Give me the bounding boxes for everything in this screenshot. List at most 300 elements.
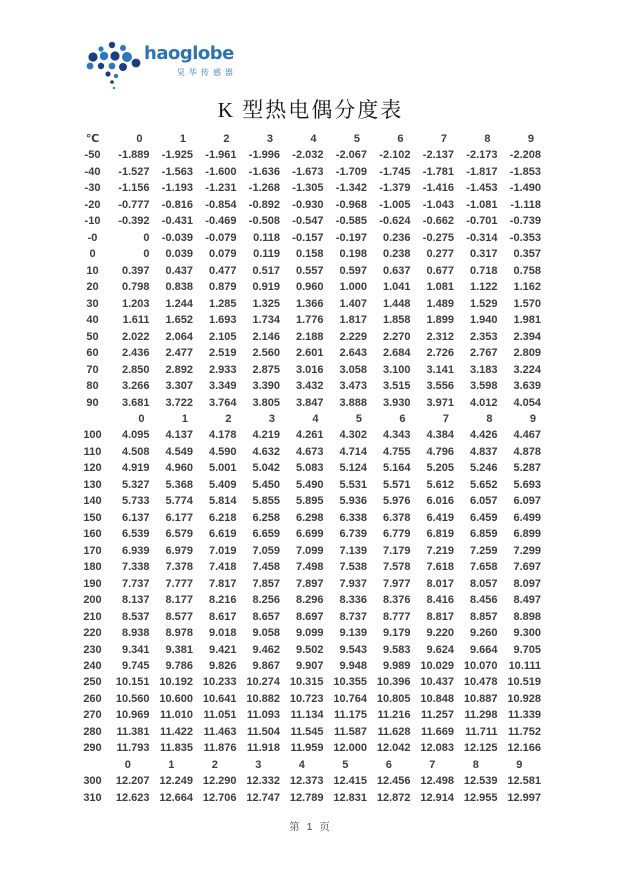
table-row (79, 197, 541, 213)
value-cell: 9.583 (382, 643, 411, 656)
value-cell: 4.755 (382, 445, 411, 458)
value-cell: -0.039 (161, 231, 193, 244)
value-cell: 7.817 (208, 577, 237, 590)
value-cell: 8.777 (382, 610, 411, 623)
temp-cell: 0 (89, 248, 96, 261)
value-cell: 7.259 (469, 544, 498, 557)
value-cell: 2.229 (339, 330, 367, 343)
value-cell: 10.029 (420, 660, 454, 672)
table-row (79, 674, 541, 690)
value-cell: 10.560 (115, 692, 150, 705)
table-row (79, 609, 541, 625)
value-cell: -0.777 (118, 198, 150, 211)
temp-cell: 240 (83, 660, 102, 672)
digit-header-cell: 3 (255, 758, 262, 771)
value-cell: 3.805 (252, 396, 280, 409)
digit-header-cell: 7 (442, 412, 449, 425)
value-cell: 9.867 (252, 660, 280, 672)
digit-header-cell: 8 (472, 758, 479, 771)
value-cell: 2.850 (121, 363, 150, 376)
value-cell: 1.285 (208, 297, 237, 310)
value-cell: 11.051 (203, 709, 237, 722)
value-cell: 10.192 (159, 676, 193, 689)
table-row (79, 707, 541, 723)
table-row (79, 526, 541, 542)
table-row (79, 543, 541, 559)
value-cell: 11.587 (333, 725, 367, 738)
value-cell: 0.477 (208, 264, 237, 277)
value-cell: 6.057 (469, 495, 498, 508)
value-cell: 12.290 (202, 775, 237, 788)
value-cell: 3.681 (121, 396, 150, 409)
value-cell: 2.684 (382, 347, 411, 360)
value-cell: 2.436 (121, 347, 150, 360)
table-row (79, 279, 541, 295)
value-cell: 1.000 (339, 281, 367, 294)
table-row (79, 329, 541, 345)
value-cell: 0.079 (208, 248, 237, 261)
value-cell: 9.907 (295, 660, 324, 672)
value-cell: 6.218 (208, 511, 237, 524)
value-cell: -1.709 (335, 165, 367, 178)
value-cell: 8.617 (208, 610, 237, 623)
temp-cell: 70 (86, 363, 99, 376)
value-cell: 6.499 (513, 511, 541, 524)
value-cell: -1.996 (248, 149, 280, 162)
value-cell: 12.831 (333, 791, 367, 804)
value-cell: -1.925 (161, 149, 193, 162)
value-cell: 9.018 (208, 627, 237, 640)
table-row (79, 444, 541, 460)
value-cell: 7.538 (339, 561, 367, 574)
value-cell: 11.257 (420, 709, 454, 722)
value-cell: 9.786 (165, 660, 193, 672)
table-row (79, 724, 541, 740)
table-row (79, 378, 541, 394)
value-cell: 11.422 (159, 725, 193, 738)
value-cell: 4.919 (121, 462, 150, 475)
value-cell: -2.137 (422, 149, 454, 162)
value-cell: 10.070 (463, 660, 498, 672)
table-row (79, 510, 541, 526)
value-cell: 11.339 (507, 709, 541, 722)
table-row (79, 658, 541, 674)
value-cell: -1.636 (248, 165, 280, 178)
table-header-row (79, 131, 541, 147)
value-cell: 9.705 (513, 643, 541, 656)
temp-cell: 220 (83, 627, 102, 640)
value-cell: 9.826 (208, 660, 237, 672)
value-cell: 9.179 (382, 627, 411, 640)
value-cell: 0 (143, 248, 150, 261)
value-cell: 1.162 (513, 281, 541, 294)
value-cell: 7.418 (208, 561, 237, 574)
value-cell: 10.641 (202, 692, 237, 705)
value-cell: 3.016 (295, 363, 324, 376)
value-cell: 5.814 (208, 495, 237, 508)
value-cell: 3.971 (426, 396, 454, 409)
value-cell: 7.099 (295, 544, 324, 557)
value-cell: 4.714 (339, 445, 367, 458)
value-cell: -0.157 (292, 231, 324, 244)
value-cell: 10.764 (333, 692, 367, 705)
value-cell: 10.928 (507, 692, 541, 705)
value-cell: 4.054 (513, 396, 541, 409)
digit-header-cell: 9 (516, 758, 523, 771)
value-cell: -0.854 (205, 198, 237, 211)
value-cell: 9.624 (426, 643, 454, 656)
value-cell: 9.260 (469, 627, 498, 640)
value-cell: -0.624 (379, 215, 411, 228)
value-cell: 2.477 (165, 347, 193, 360)
value-cell: 6.859 (469, 528, 498, 541)
value-cell: 9.502 (295, 643, 324, 656)
table-row (79, 312, 541, 328)
value-cell: 11.793 (116, 742, 150, 755)
value-cell: 7.857 (252, 577, 280, 590)
value-cell: 10.887 (463, 692, 498, 705)
value-cell: 9.543 (339, 643, 367, 656)
value-cell: -1.305 (292, 182, 324, 195)
temp-cell: 140 (83, 495, 102, 508)
value-cell: 2.353 (469, 330, 498, 343)
value-cell: 11.381 (116, 725, 150, 738)
value-cell: 7.937 (339, 577, 367, 590)
value-cell: 6.016 (426, 495, 454, 508)
digit-header-cell: 0 (124, 758, 131, 771)
value-cell: 11.216 (377, 709, 411, 722)
value-cell: 4.590 (208, 445, 237, 458)
value-cell: 8.256 (252, 594, 280, 607)
value-cell: 12.166 (507, 742, 541, 755)
temp-cell: 110 (83, 445, 102, 458)
value-cell: -0.079 (205, 231, 237, 244)
value-cell: 5.001 (208, 462, 237, 475)
value-cell: 0.517 (252, 264, 280, 277)
temp-cell: 280 (83, 725, 102, 738)
table-row (79, 296, 541, 312)
value-cell: 3.100 (382, 363, 411, 376)
value-cell: -1.379 (379, 182, 411, 195)
digit-header-cell: 4 (312, 412, 319, 425)
value-cell: 11.959 (290, 742, 324, 755)
value-cell: 0.677 (426, 264, 454, 277)
value-cell: 11.298 (464, 709, 498, 722)
value-cell: 7.458 (252, 561, 280, 574)
value-cell: 4.302 (339, 429, 367, 442)
temp-cell: -30 (84, 182, 101, 195)
digit-header-cell: 7 (440, 133, 447, 145)
value-cell: 2.933 (208, 363, 237, 376)
value-cell: 5.895 (295, 495, 324, 508)
table-row (79, 477, 541, 493)
value-cell: -2.032 (292, 149, 324, 162)
value-cell: 3.888 (339, 396, 367, 409)
value-cell: 6.298 (295, 511, 324, 524)
page-footer (0, 819, 621, 834)
value-cell: 1.041 (382, 281, 411, 294)
value-cell: 4.384 (426, 429, 454, 442)
value-cell: 6.819 (426, 528, 454, 541)
value-cell: 6.459 (469, 511, 498, 524)
value-cell: 1.244 (165, 297, 193, 310)
value-cell: 9.462 (252, 643, 280, 656)
digit-header-cell: 3 (268, 412, 275, 425)
value-cell: -1.043 (422, 198, 454, 211)
table-row (79, 493, 541, 509)
value-cell: 5.287 (513, 462, 541, 475)
value-cell: 8.137 (121, 594, 150, 607)
value-cell: 5.612 (426, 478, 454, 491)
value-cell: 0.238 (382, 248, 411, 261)
value-cell: 6.699 (295, 528, 324, 541)
temp-cell: 10 (86, 264, 99, 277)
value-cell: 4.137 (165, 429, 193, 442)
value-cell: 0.277 (426, 248, 454, 261)
value-cell: 1.940 (469, 314, 498, 327)
unit-cell (79, 757, 106, 773)
value-cell: 12.415 (333, 775, 367, 788)
value-cell: 5.164 (382, 462, 411, 475)
value-cell: 10.882 (246, 692, 280, 705)
value-cell: 2.767 (469, 347, 498, 360)
value-cell: 7.897 (295, 577, 324, 590)
value-cell: 9.989 (382, 660, 411, 672)
value-cell: 1.122 (469, 281, 498, 294)
value-cell: 3.722 (165, 396, 193, 409)
brand-text (144, 43, 237, 78)
temp-cell: 150 (83, 511, 102, 524)
value-cell: 2.188 (295, 330, 324, 343)
value-cell: 3.515 (382, 380, 411, 393)
value-cell: 0.718 (469, 264, 498, 277)
value-cell: 9.300 (513, 627, 541, 640)
value-cell: 2.312 (426, 330, 454, 343)
temp-cell: 80 (86, 380, 99, 393)
value-cell: 4.673 (295, 445, 324, 458)
digit-header-cell: 0 (138, 412, 145, 425)
digit-header-cell: 2 (225, 412, 232, 425)
temp-cell: 100 (83, 429, 102, 442)
value-cell: 8.857 (469, 610, 498, 623)
value-cell: 1.817 (339, 314, 367, 327)
value-cell: 12.249 (159, 775, 193, 788)
table-subheader2-row (79, 757, 541, 773)
table-row (79, 773, 541, 789)
temp-cell: 120 (83, 462, 102, 475)
value-cell: 7.378 (165, 561, 193, 574)
brand-name: haoglobe (144, 43, 234, 64)
value-cell: 5.936 (339, 495, 367, 508)
digit-header-cell: 7 (429, 758, 436, 771)
value-cell: 2.146 (252, 330, 280, 343)
value-cell: 12.706 (202, 791, 237, 804)
value-cell: 6.579 (165, 528, 193, 541)
value-cell: 0.437 (165, 264, 193, 277)
page-number: 第 1 页 (289, 821, 332, 833)
value-cell: 7.578 (382, 561, 411, 574)
value-cell: 4.508 (121, 445, 150, 458)
table-row (79, 230, 541, 246)
value-cell: 8.057 (469, 577, 498, 590)
value-cell: 5.450 (252, 478, 280, 491)
value-cell: 11.134 (290, 709, 324, 722)
value-cell: 7.777 (165, 577, 193, 590)
value-cell: 3.432 (295, 380, 324, 393)
value-cell: -2.173 (466, 149, 498, 162)
value-cell: 11.918 (246, 742, 280, 755)
value-cell: -0.197 (335, 231, 367, 244)
value-cell: 1.366 (295, 297, 324, 310)
value-cell: 8.978 (165, 627, 193, 640)
value-cell: 12.042 (376, 742, 411, 755)
value-cell: 2.270 (382, 330, 411, 343)
value-cell: -1.961 (205, 149, 237, 162)
value-cell: -1.490 (509, 182, 541, 195)
value-cell: 2.601 (295, 347, 324, 360)
value-cell: 10.151 (115, 676, 150, 689)
value-cell: 3.058 (339, 363, 367, 376)
value-cell: 4.960 (165, 462, 193, 475)
value-cell: -0.314 (466, 231, 498, 244)
value-cell: 7.658 (469, 561, 498, 574)
value-cell: 12.373 (289, 775, 324, 788)
value-cell: 7.299 (513, 544, 541, 557)
digit-header-cell: 5 (342, 758, 349, 771)
value-cell: 12.456 (376, 775, 411, 788)
value-cell: 12.664 (159, 791, 193, 804)
value-cell: 6.378 (382, 511, 411, 524)
digit-header-cell: 1 (181, 412, 188, 425)
temp-cell: 170 (83, 544, 102, 557)
value-cell: 5.693 (513, 478, 541, 491)
value-cell: 7.977 (382, 577, 411, 590)
value-cell: 7.139 (339, 544, 367, 557)
value-cell: 3.473 (339, 380, 367, 393)
value-cell: -1.527 (118, 165, 150, 178)
value-cell: 4.837 (469, 445, 498, 458)
value-cell: 7.697 (513, 561, 541, 574)
value-cell: -1.563 (161, 165, 193, 178)
value-cell: 1.203 (121, 297, 150, 310)
value-cell: 2.892 (165, 363, 193, 376)
temp-cell: 300 (83, 775, 102, 788)
table-row (79, 576, 541, 592)
value-cell: 9.341 (121, 643, 150, 656)
value-cell: 1.325 (252, 297, 280, 310)
value-cell: 8.376 (382, 594, 411, 607)
value-cell: 1.611 (122, 314, 150, 327)
value-cell: 1.489 (426, 297, 454, 310)
value-cell: 12.498 (420, 775, 454, 788)
value-cell: 9.220 (426, 627, 454, 640)
table-row (79, 740, 541, 756)
value-cell: 8.017 (426, 577, 454, 590)
value-cell: 5.976 (382, 495, 411, 508)
value-cell: 9.381 (165, 643, 193, 656)
value-cell: 0.119 (253, 248, 280, 261)
value-cell: 0.317 (469, 248, 498, 261)
table-row (79, 642, 541, 658)
value-cell: 12.125 (463, 742, 498, 755)
value-cell: 6.619 (208, 528, 237, 541)
brand-logo (86, 38, 237, 94)
value-cell: 4.343 (382, 429, 411, 442)
value-cell: 6.659 (252, 528, 280, 541)
digit-header-cell: 6 (399, 412, 406, 425)
value-cell: 4.878 (513, 445, 541, 458)
value-cell: 7.618 (426, 561, 454, 574)
temp-cell: 20 (86, 281, 99, 294)
value-cell: 11.711 (465, 725, 498, 738)
temp-cell: 200 (83, 594, 102, 607)
value-cell: 8.177 (165, 594, 193, 607)
table-row (79, 395, 541, 411)
table-row (79, 790, 541, 806)
value-cell: -1.342 (335, 182, 367, 195)
value-cell: -2.102 (379, 149, 411, 162)
value-cell: 3.598 (469, 380, 498, 393)
temp-cell: 260 (83, 692, 102, 705)
value-cell: 9.664 (469, 643, 498, 656)
value-cell: 5.124 (339, 462, 367, 475)
value-cell: 0.597 (339, 264, 367, 277)
value-cell: 1.981 (513, 314, 541, 327)
value-cell: -1.231 (205, 182, 237, 195)
value-cell: 4.426 (469, 429, 498, 442)
value-cell: 0.637 (382, 264, 411, 277)
value-cell: 10.437 (420, 676, 454, 689)
table-body (79, 131, 541, 806)
value-cell: 5.652 (469, 478, 498, 491)
temp-cell: 230 (83, 643, 102, 656)
value-cell: -1.416 (422, 182, 454, 195)
temp-cell: 290 (83, 742, 102, 755)
value-cell: 6.539 (121, 528, 150, 541)
value-cell: -1.081 (466, 198, 498, 211)
value-cell: 3.390 (252, 380, 280, 393)
value-cell: -1.268 (248, 182, 280, 195)
value-cell: -1.005 (379, 198, 411, 211)
temp-cell: -40 (84, 165, 101, 178)
value-cell: 3.639 (513, 380, 541, 393)
value-cell: 2.064 (165, 330, 193, 343)
value-cell: -0.585 (335, 215, 367, 228)
table-row (79, 345, 541, 361)
value-cell: 2.519 (208, 347, 237, 360)
value-cell: 7.219 (426, 544, 454, 557)
value-cell: 6.979 (165, 544, 193, 557)
digit-header-cell: 9 (527, 133, 534, 145)
value-cell: 4.261 (295, 429, 324, 442)
table-row (79, 180, 541, 196)
value-cell: 8.296 (295, 594, 324, 607)
temp-cell: 50 (86, 330, 99, 343)
value-cell: 5.531 (339, 478, 367, 491)
value-cell: -0.701 (466, 215, 498, 228)
value-cell: 3.141 (426, 363, 454, 376)
value-cell: 8.938 (121, 627, 150, 640)
value-cell: 5.774 (165, 495, 193, 508)
digit-header-cell: 1 (179, 133, 186, 145)
value-cell: 10.233 (202, 676, 237, 689)
value-cell: 1.858 (382, 314, 411, 327)
table-row (79, 559, 541, 575)
value-cell: -0.431 (161, 215, 193, 228)
value-cell: 10.274 (246, 676, 280, 689)
digit-header-cell: 8 (486, 412, 493, 425)
value-cell: 9.058 (252, 627, 280, 640)
